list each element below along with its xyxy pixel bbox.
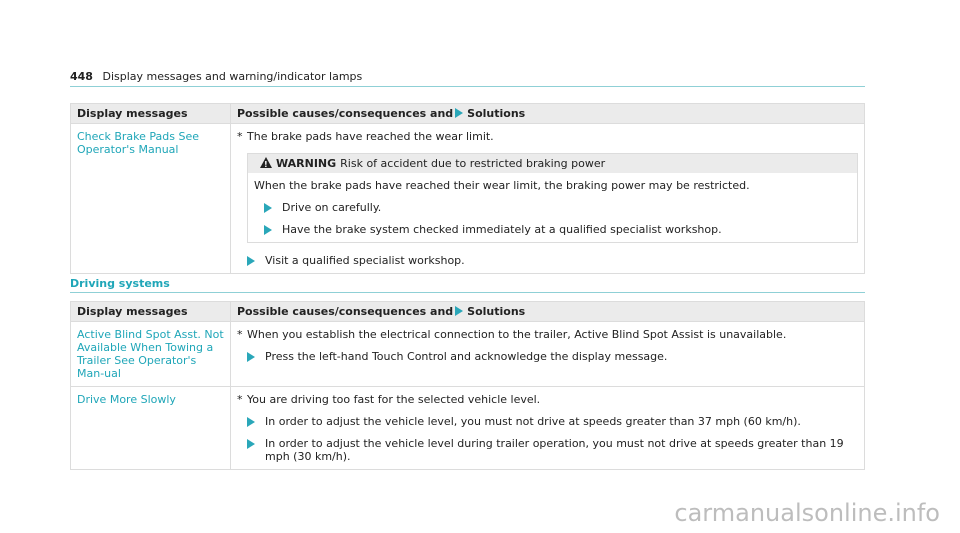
col-display-messages: Display messages [71,302,231,322]
cause-text: The brake pads have reached the wear limit. [247,130,494,143]
col-display-messages: Display messages [71,104,231,124]
play-arrow-icon [247,256,255,266]
page-header [70,70,865,87]
play-arrow-icon [247,352,255,362]
message-cell: Check Brake Pads See Operator's Manual [71,124,231,274]
page-title: Display messages and warning/indicator lamps [102,70,363,83]
play-arrow-icon [455,108,463,118]
section-title: Driving systems [70,277,865,293]
table-row [71,387,865,470]
play-arrow-icon [247,417,255,427]
table-header-row [71,104,865,124]
play-arrow-icon [264,225,272,235]
table-row [71,322,865,387]
col-causes-solutions: Possible causes/consequences and Solutions [231,104,865,124]
col-causes-solutions: Possible causes/consequences and Solutions [231,302,865,322]
play-arrow-icon [455,306,463,316]
message-cell: Drive More Slowly [71,387,231,470]
warning-triangle-icon [260,157,272,168]
display-messages-table-2 [70,301,865,470]
message-cell: Active Blind Spot Asst. Not Available When Towing a Trailer See Operator's Man-ual [71,322,231,387]
solution-cell: * When you establish the electrical connection to the trailer, Active Blind Spot Assist is unavailable. Press the left-hand Touch Control and acknowledge the display message. [231,322,865,387]
watermark: carmanualsonline.info [674,499,940,527]
display-messages-table-1 [70,103,865,274]
table-header-row [71,302,865,322]
solution-cell: * The brake pads have reached the wear limit. !WARNING Risk of accident due to restricted braking power When the brake pads have reached their wear limit, the braking power may be restricted. Drive on carefully. Have the brake system checked immediately at a qualified specialist workshop. Visit a qualified specialist workshop. [231,124,865,274]
play-arrow-icon [264,203,272,213]
solution-cell: * You are driving too fast for the selected vehicle level. In order to adjust the vehicle level, you must not drive at speeds greater than 37 mph (60 km/h). In order to adjust the vehicle level during trailer operation, you must not drive at speeds greater than 19 mph (30 km/h). [231,387,865,470]
table-row [71,124,865,274]
page-number: 448 [70,70,93,83]
warning-header: !WARNING Risk of accident due to restricted braking power [248,154,857,173]
warning-body: When the brake pads have reached their wear limit, the braking power may be restricted. Drive on carefully. Have the brake system checked immediately at a qualified specialist workshop. [254,179,750,236]
warning-box [247,153,858,243]
play-arrow-icon [247,439,255,449]
